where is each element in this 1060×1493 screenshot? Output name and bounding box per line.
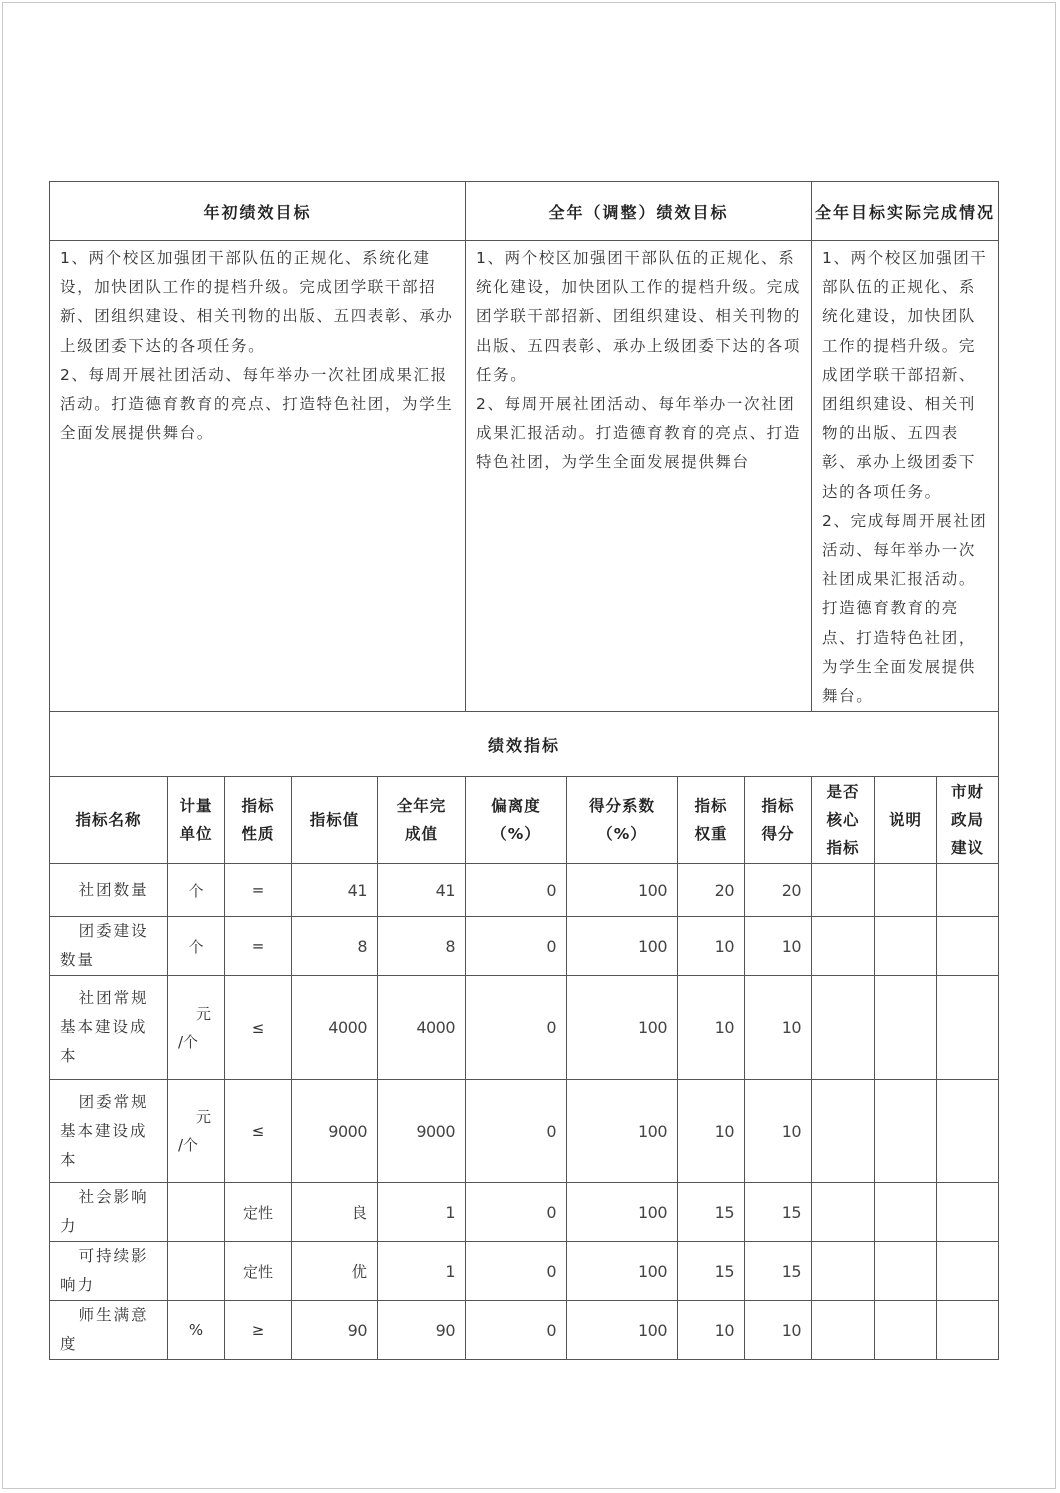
col-header-score: 指标 得分	[745, 777, 812, 864]
weight-cell: 15	[678, 1183, 745, 1242]
advice-cell	[937, 864, 999, 917]
note-cell	[875, 1242, 937, 1301]
col-header-coefficient: 得分系数 （%）	[567, 777, 678, 864]
section-title: 绩效指标	[50, 712, 999, 777]
target-cell: 9000	[292, 1080, 378, 1183]
weight-cell: 10	[678, 1080, 745, 1183]
col-header-actual: 全年完 成值	[378, 777, 466, 864]
unit-cell: 元 /个	[168, 1080, 225, 1183]
indicator-name: 团委常规基本建设成本	[50, 1080, 168, 1183]
goal-header-row	[50, 182, 999, 241]
adjusted-goal-item: 1、两个校区加强团干部队伍的正规化、系统化建设，加快团队工作的提档升级。完成团学联干部招新、团组织建设、相关刊物的出版、五四表彰、承办上级团委下达的各项任务。	[476, 249, 801, 384]
score-cell: 10	[745, 1301, 812, 1360]
coefficient-cell: 100	[567, 976, 678, 1080]
actual-cell: 4000	[378, 976, 466, 1080]
weight-cell: 20	[678, 864, 745, 917]
core-cell	[812, 1301, 875, 1360]
adjusted-goal-item: 2、每周开展社团活动、每年举办一次社团成果汇报活动。打造德育教育的亮点、打造特色社团，为学生全面发展提供舞台	[476, 395, 801, 472]
table-row	[50, 917, 999, 976]
core-cell	[812, 917, 875, 976]
nature-cell: 定性	[225, 1183, 292, 1242]
unit-cell	[168, 1242, 225, 1301]
col-header-note: 说明	[875, 777, 937, 864]
actual-completion-item: 1、两个校区加强团干部队伍的正规化、系统化建设，加快团队工作的提档升级。完成团学联干部招新、团组织建设、相关刊物的出版、五四表彰、承办上级团委下达的各项任务。	[822, 249, 988, 501]
actual-cell: 8	[378, 917, 466, 976]
score-cell: 20	[745, 864, 812, 917]
performance-form	[49, 181, 998, 1360]
actual-cell: 9000	[378, 1080, 466, 1183]
coefficient-cell: 100	[567, 864, 678, 917]
nature-cell: =	[225, 864, 292, 917]
core-cell	[812, 1080, 875, 1183]
col-header-nature: 指标 性质	[225, 777, 292, 864]
score-cell: 15	[745, 1242, 812, 1301]
actual-cell: 41	[378, 864, 466, 917]
target-cell: 90	[292, 1301, 378, 1360]
indicator-name: 师生满意度	[50, 1301, 168, 1360]
target-cell: 优	[292, 1242, 378, 1301]
weight-cell: 10	[678, 917, 745, 976]
advice-cell	[937, 1301, 999, 1360]
column-header-row	[50, 777, 999, 864]
core-cell	[812, 864, 875, 917]
nature-cell: ≥	[225, 1301, 292, 1360]
score-cell: 10	[745, 976, 812, 1080]
unit-cell: 元 /个	[168, 976, 225, 1080]
advice-cell	[937, 1080, 999, 1183]
core-cell	[812, 1183, 875, 1242]
table-row	[50, 976, 999, 1080]
nature-cell: =	[225, 917, 292, 976]
actual-cell: 1	[378, 1242, 466, 1301]
core-cell	[812, 976, 875, 1080]
deviation-cell: 0	[466, 1301, 567, 1360]
score-cell: 10	[745, 1080, 812, 1183]
nature-cell: ≤	[225, 1080, 292, 1183]
advice-cell	[937, 1183, 999, 1242]
col-header-unit: 计量 单位	[168, 777, 225, 864]
table-row	[50, 1301, 999, 1360]
actual-cell: 90	[378, 1301, 466, 1360]
target-cell: 良	[292, 1183, 378, 1242]
advice-cell	[937, 1242, 999, 1301]
performance-table	[49, 181, 999, 1360]
note-cell	[875, 917, 937, 976]
initial-goal-item: 2、每周开展社团活动、每年举办一次社团成果汇报活动。打造德育教育的亮点、打造特色社团，为学生全面发展提供舞台。	[60, 365, 454, 443]
weight-cell: 15	[678, 1242, 745, 1301]
nature-cell: ≤	[225, 976, 292, 1080]
indicator-name: 团委建设数量	[50, 917, 168, 976]
note-cell	[875, 1080, 937, 1183]
deviation-cell: 0	[466, 864, 567, 917]
target-cell: 41	[292, 864, 378, 917]
note-cell	[875, 1301, 937, 1360]
nature-cell: 定性	[225, 1242, 292, 1301]
actual-completion-header: 全年目标实际完成情况	[812, 182, 999, 241]
weight-cell: 10	[678, 976, 745, 1080]
col-header-weight: 指标 权重	[678, 777, 745, 864]
deviation-cell: 0	[466, 1183, 567, 1242]
table-row	[50, 1242, 999, 1301]
table-row	[50, 1183, 999, 1242]
deviation-cell: 0	[466, 976, 567, 1080]
target-cell: 4000	[292, 976, 378, 1080]
coefficient-cell: 100	[567, 1080, 678, 1183]
deviation-cell: 0	[466, 1242, 567, 1301]
actual-completion-text	[812, 241, 999, 712]
coefficient-cell: 100	[567, 1242, 678, 1301]
col-header-target: 指标值	[292, 777, 378, 864]
goal-content-row	[50, 241, 999, 712]
advice-cell	[937, 917, 999, 976]
indicator-name: 可持续影响力	[50, 1242, 168, 1301]
advice-cell	[937, 976, 999, 1080]
initial-goal-text	[50, 241, 466, 712]
actual-completion-item: 2、完成每周开展社团活动、每年举办一次社团成果汇报活动。打造德育教育的亮点、打造特色社团，为学生全面发展提供舞台。	[822, 511, 988, 706]
unit-cell: 个	[168, 864, 225, 917]
target-cell: 8	[292, 917, 378, 976]
indicator-name: 社团常规基本建设成本	[50, 976, 168, 1080]
indicator-name: 社团数量	[50, 864, 168, 917]
deviation-cell: 0	[466, 917, 567, 976]
col-header-deviation: 偏离度 （%）	[466, 777, 567, 864]
note-cell	[875, 1183, 937, 1242]
note-cell	[875, 864, 937, 917]
weight-cell: 10	[678, 1301, 745, 1360]
table-row	[50, 1080, 999, 1183]
coefficient-cell: 100	[567, 917, 678, 976]
section-title-row	[50, 712, 999, 777]
unit-cell	[168, 1183, 225, 1242]
score-cell: 10	[745, 917, 812, 976]
actual-cell: 1	[378, 1183, 466, 1242]
unit-cell: %	[168, 1301, 225, 1360]
deviation-cell: 0	[466, 1080, 567, 1183]
initial-goal-item: 1、两个校区加强团干部队伍的正规化、系统化建设，加快团队工作的提档升级。完成团学联干部招新、团组织建设、相关刊物的出版、五四表彰、承办上级团委下达的各项任务。	[60, 249, 454, 355]
adjusted-goal-text	[466, 241, 812, 712]
coefficient-cell: 100	[567, 1301, 678, 1360]
indicator-name: 社会影响力	[50, 1183, 168, 1242]
initial-goal-header: 年初绩效目标	[50, 182, 466, 241]
adjusted-goal-header: 全年（调整）绩效目标	[466, 182, 812, 241]
score-cell: 15	[745, 1183, 812, 1242]
core-cell	[812, 1242, 875, 1301]
coefficient-cell: 100	[567, 1183, 678, 1242]
col-header-advice: 市财 政局 建议	[937, 777, 999, 864]
table-row	[50, 864, 999, 917]
unit-cell: 个	[168, 917, 225, 976]
col-header-core: 是否 核心 指标	[812, 777, 875, 864]
note-cell	[875, 976, 937, 1080]
col-header-name: 指标名称	[50, 777, 168, 864]
